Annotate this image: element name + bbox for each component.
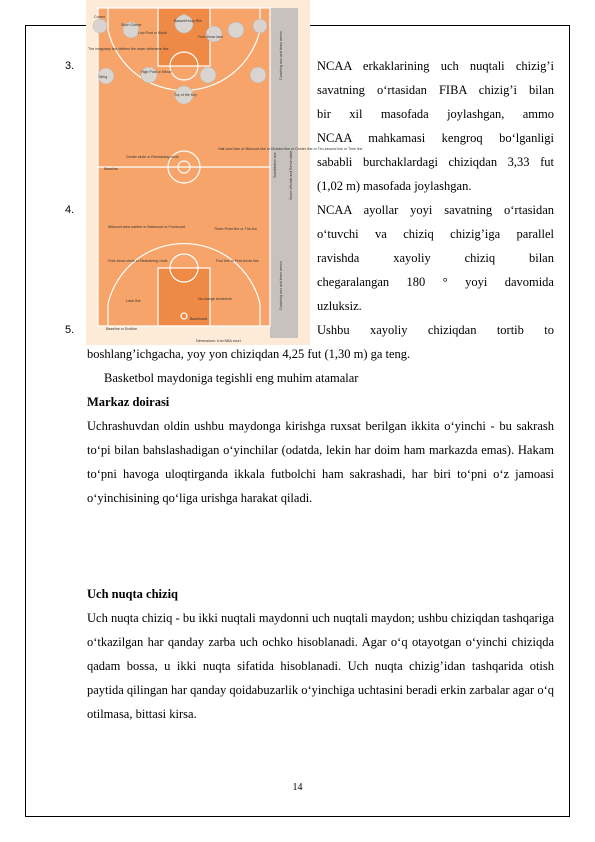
- court-label-wing: Wing: [99, 75, 108, 79]
- court-label-baseline-bottom: Baseline or Endline: [106, 327, 137, 331]
- figure-caption: Basketbol maydoniga tegishli eng muhim atamalar: [104, 371, 359, 385]
- text-line: o‘tuvchi va chiziq chizig’iga parallel: [317, 227, 554, 241]
- court-label-substitution: Substitution box: [273, 152, 277, 178]
- court-label-dimensions: Dimensions: it an NBA court: [196, 339, 241, 343]
- text-line: sababli burchaklardagi chiziqdan 3,33 fut: [317, 155, 554, 169]
- page-number: 14: [292, 782, 303, 793]
- section-body-center-circle: Uchrashuvdan oldin ushbu maydonga kirishga ruxsat berilgan ikkita o‘yinchi - bu sakrash to‘pi bilan bahslashadigan o‘yinchilar (odatda, lekin har doim ham markazda emas). Hakam to‘pni havoga uloqtirganda ikkala futbolchi ham sakrashadi, har biri to‘pni o‘z jamoasi o‘yinchisining qo‘liga urishga harakat qiladi.: [87, 419, 554, 505]
- court-label-lane-line: Lane line: [126, 299, 141, 303]
- item-3-text: [317, 54, 554, 198]
- item-4-text: [317, 198, 554, 318]
- court-label-high-post: High Post or Elbow: [141, 70, 172, 74]
- section-heading-three-point: Uch nuqta chiziq: [87, 587, 178, 601]
- text-line: NCAA erkaklarining uch nuqtali chizig’i: [317, 59, 554, 73]
- text-line: NCAA ayollar yoyi savatning o‘rtasidan: [317, 203, 554, 217]
- item-number-5: 5.: [65, 324, 75, 336]
- court-label-baseline-top: The imaginary line defines the lower defensive line: [88, 47, 169, 51]
- court-label-coaching-top: Coaching box and team bench: [279, 31, 283, 80]
- court-label-backboard-area: Backboard: [190, 317, 208, 321]
- court-label-short-corner: Short Corner: [121, 23, 142, 27]
- court-label-scorers: Score officials and Bench table: [289, 150, 293, 200]
- court-label-restricted: Center circle or Restraining circle: [126, 155, 179, 159]
- court-label-three-point: Three-Point line or The Arc: [214, 227, 257, 231]
- court-label-no-charge: No-charge semicircle: [198, 297, 232, 301]
- section-heading-center-circle: Markaz doirasi: [87, 395, 170, 409]
- item-number-4: 4.: [65, 204, 75, 216]
- text-line: uzluksiz.: [317, 299, 362, 313]
- court-label-midcourt-area: Midcourt area marker or Backcourt or Frontcourt: [108, 225, 185, 229]
- item-5-text-line1: Ushbu xayoliy chiziqdan tortib to: [317, 323, 554, 337]
- court-label-halfcourt: Half-court line or Midcourt line or Division line or Center line or Ten-second line or Time line: [218, 147, 363, 151]
- text-line: NCAA mahkamasi kengroq bo‘lganligi: [317, 131, 554, 145]
- item-number-3: 3.: [65, 60, 75, 72]
- court-label-free-throw-lane: Free-throw lane: [198, 35, 224, 39]
- text-line: chegaralangan 180 ° yoyi davomida: [317, 275, 554, 289]
- text-line: bir xil masofada joylashgan, ammo: [317, 107, 554, 121]
- court-label-free-throw-circle: Free-throw circle or Restraining circle: [108, 259, 168, 263]
- court-label-baseline: Baseline: [104, 167, 118, 171]
- text-line: savatning o‘rtasidan FIBA chizig’i bilan: [317, 83, 554, 97]
- court-label-coaching-bottom: Coaching box and team bench: [279, 261, 283, 310]
- item-5-text-rest: boshlang’ichgacha, yoy yon chiziqdan 4,25 fut (1,30 m) ga teng.: [87, 347, 411, 361]
- court-label-top-key: Top of the Key: [174, 93, 197, 97]
- text-line: ravishda xayoliy chiziq bilan: [317, 251, 554, 265]
- text-line: (1,02 m) masofada joylashgan.: [317, 179, 472, 193]
- section-body-three-point: Uch nuqta chiziq - bu ikki nuqtali maydonni uch nuqtali maydon; ushbu chiziqdan tashqariga o‘tkazilgan har qanday zarba uch ochko hisoblanadi. Agar o‘q otayotgan o‘yinchi chiziqda qadam bossa, u ikki nuqta sifatida hisoblanadi. Uch nuqta chizig’idan tashqarida otish paytida qilingan har qanday qoidabuzarlik o‘yinchiga uchtasini beradi erkin zarbalar agar o‘q otilmasa, bittasi kirsa.: [87, 611, 554, 721]
- court-label-low-post: Low Post or Block: [138, 31, 167, 35]
- court-label-basket: Basket/Hoop Rim: [174, 19, 202, 23]
- court-label-corner: Corner: [94, 15, 105, 19]
- court-label-foul-line: Foul line or Free-throw line: [216, 259, 259, 263]
